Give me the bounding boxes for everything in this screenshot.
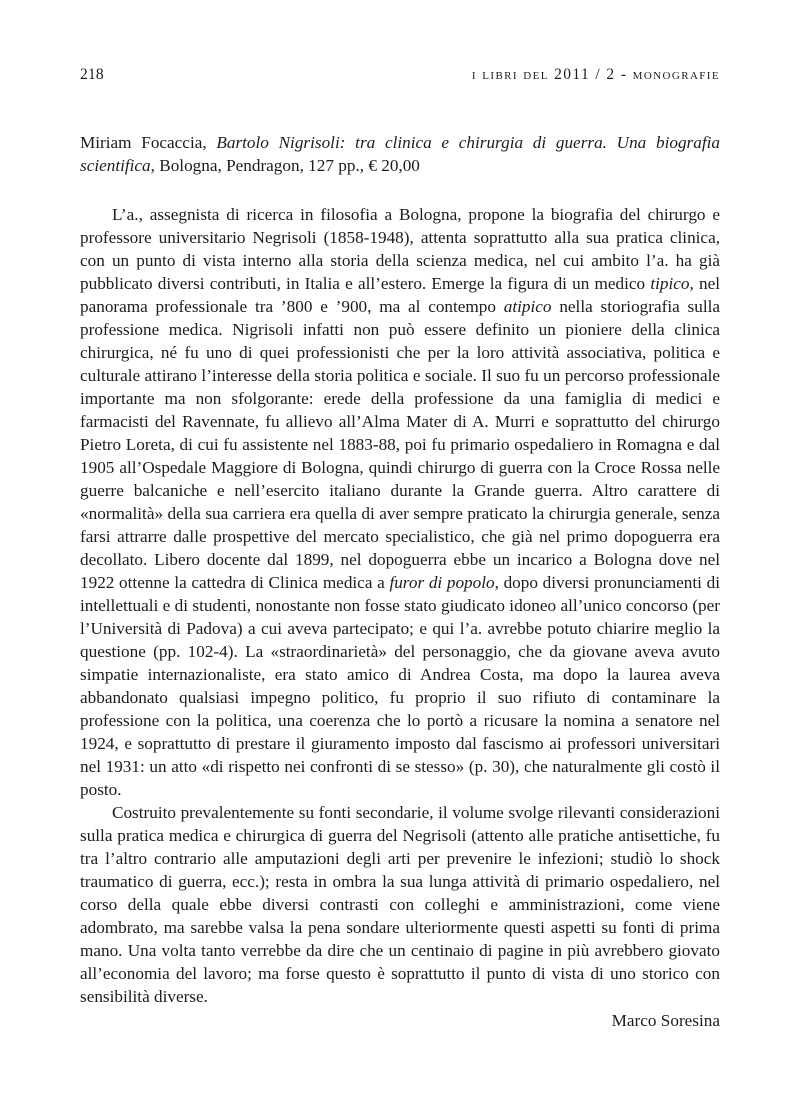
- italic-atipico: atipico: [503, 297, 552, 316]
- paragraph-1-text-a: L’a., assegnista di ricerca in filosofia a Bologna, propone la biografia del chirurgo e professore universitario Negrisoli (1858-1948), attenta soprattutto alla sua pratica clinica, con un punto di vista interno alla storia della scienza medica, nel cui ambito l’a. ha già pubblicato diversi contributi, in Italia e all’estero. Emerge la figura di un medico: [80, 205, 720, 293]
- citation-title: Bartolo Nigrisoli: tra clinica e chirurgia di guerra. Una biografia scientifica: [80, 133, 720, 175]
- citation-author: Miriam Focaccia,: [80, 133, 217, 152]
- reviewer-signature: Marco Soresina: [611, 1011, 720, 1030]
- paragraph-1-text-d: , dopo diversi pronunciamenti di intellettuali e di studenti, nonostante non fosse stato giudicato idoneo all’unico concorso (per l’Università di Padova) a cui aveva partecipato; e qui l’a. avrebbe potuto chiarire meglio la questione (pp. 102-4). La «straordinarietà» del personaggio, che da giovane aveva avuto simpatie internazionaliste, era stato amico di Andrea Costa, ma dopo la laurea aveva abbandonato qualsiasi impegno politico, fu proprio il suo rifiuto di contaminare la professione con la politica, una coerenza che lo portò a ricusare la nomina a senatore nel 1924, e soprattutto di prestare il giuramento imposto dal fascismo ai professori universitari nel 1931: un atto «di rispetto nei confronti di se stesso» (p. 30), che naturalmente gli costò il posto.: [80, 573, 721, 799]
- italic-furor-di-popolo: furor di popolo: [389, 573, 495, 592]
- paragraph-2: Costruito prevalentemente su fonti secondarie, il volume svolge rilevanti considerazioni sulla pratica medica e chirurgica di guerra del Negrisoli (attento alle pratiche antisettiche, fu tra l’altro contrario alle amputazioni degli arti per prevenire le infezioni; studiò lo shock traumatico di guerra, ecc.); resta in ombra la sua lunga attività di primario ospedaliero, nel corso della quale ebbe diversi contrasti con colleghi e amministrazioni, come viene adombrato, ma sarebbe valsa la pena sondare ulteriormente questi aspetti su fonti di prima mano. Una volta tanto verrebbe da dire che un centinaio di pagine in più avrebbero giovato all’economia del lavoro; ma forse questo è soprattutto il punto di vista di uno storico con sensibilità diverse.: [80, 803, 720, 1006]
- page-number: 218: [80, 66, 104, 83]
- citation-publication: , Bologna, Pendragon, 127 pp., € 20,00: [150, 156, 420, 175]
- book-citation: [80, 131, 720, 177]
- paragraph-1-text-b: , nel panorama professionale tra ’800 e ’900, ma al contempo: [80, 274, 720, 316]
- paragraph-1-text-c: nella storiografia sulla professione medica. Nigrisoli infatti non può essere definito un pioniere della clinica chirurgica, né fu uno di quei professionisti che per la loro attività associativa, politica e culturale attirano l’interesse della storia politica e sociale. Il suo fu un percorso professionale importante ma non sfolgorante: erede della professione da una famiglia di medici e farmacisti del Ravennate, fu allievo all’Alma Mater di A. Murri e soprattutto del chirurgo Pietro Loreta, di cui fu assistente nel 1883-88, poi fu primario ospedaliero in Romagna e dal 1905 all’Ospedale Maggiore di Bologna, quindi chirurgo di guerra con la Croce Rossa nelle guerre balcaniche e nell’esercito italiano durante la Grande guerra. Altro carattere di «normalità» della sua carriera era quella di aver sempre praticato la chirurgia generale, senza farsi attrarre dalle prospettive del mercato specialistico, che già nel primo dopoguerra era decollato. Libero docente dal 1899, nel dopoguerra ebbe un incarico a Bologna dove nel 1922 ottenne la cattedra di Clinica medica a: [80, 297, 720, 592]
- italic-tipico: tipico: [650, 274, 690, 293]
- paragraph-1: [80, 203, 720, 801]
- review-body: [80, 131, 720, 1032]
- running-head: i libri del 2011 / 2 - monografie: [471, 66, 720, 83]
